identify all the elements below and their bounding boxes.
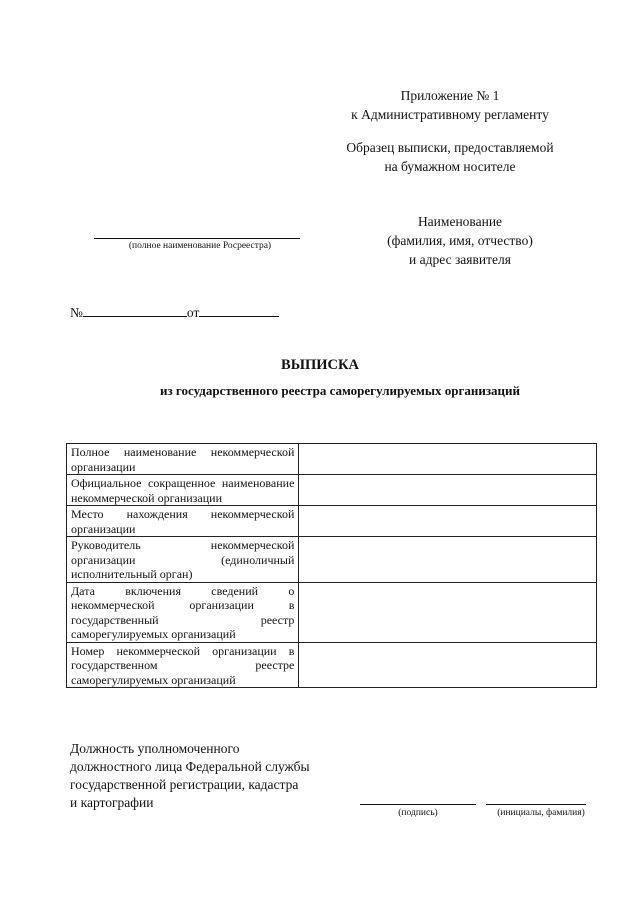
applicant-block	[360, 212, 560, 269]
table-row	[67, 582, 597, 642]
row-value	[299, 475, 597, 506]
official-position	[70, 740, 360, 812]
number-date-line	[70, 304, 279, 321]
row-value	[299, 642, 597, 688]
document-subtitle: из государственного реестра саморегулируемых организаций	[159, 383, 521, 398]
number-prefix: №	[70, 305, 83, 320]
row-value	[299, 444, 597, 475]
document-title: ВЫПИСКА	[281, 357, 359, 373]
row-label: Полное наименование некоммерческой организации	[67, 444, 299, 475]
applicant-line1: Наименование	[417, 214, 503, 229]
sample-note-line1: Образец выписки, предоставляемой	[346, 140, 554, 155]
sample-note-line2: на бумажном носителе	[384, 159, 516, 174]
table-row	[67, 506, 597, 537]
row-value	[299, 506, 597, 537]
official-line2: должностного лица Федеральной службы	[70, 759, 310, 774]
table-row	[67, 444, 597, 475]
name-caption: (инициалы, фамилия)	[497, 808, 585, 818]
row-label: Дата включения сведений о некоммерческой организации в государственный реестр саморегулируемых организаций	[67, 582, 299, 642]
table-row	[67, 642, 597, 688]
official-line4: и картографии	[70, 795, 154, 810]
row-value	[299, 582, 597, 642]
official-line3: государственной регистрации, кадастра	[70, 777, 299, 792]
number-blank	[83, 304, 187, 317]
row-label: Место нахождения некоммерческой организации	[67, 506, 299, 537]
appendix-reference: к Административному регламенту	[351, 107, 549, 122]
table-row	[67, 475, 597, 506]
rosreestr-caption: (полное наименование Росреестра)	[128, 241, 272, 251]
extract-table	[66, 443, 597, 688]
sample-note	[320, 138, 580, 176]
signature-line	[360, 804, 476, 805]
name-line	[486, 804, 586, 805]
official-line1: Должность уполномоченного	[70, 741, 240, 756]
date-prefix: от	[186, 305, 200, 320]
rosreestr-name-line	[94, 238, 300, 239]
row-value	[299, 537, 597, 583]
extract-table-body	[67, 444, 597, 688]
appendix-number: Приложение № 1	[400, 88, 500, 103]
table-row	[67, 537, 597, 583]
applicant-line3: и адрес заявителя	[409, 252, 511, 267]
date-blank	[199, 304, 279, 317]
applicant-line2: (фамилия, имя, отчество)	[387, 233, 533, 248]
row-label: Руководитель некоммерческой организации (единоличный исполнительный орган)	[67, 537, 299, 583]
row-label: Номер некоммерческой организации в государственном реестре саморегулируемых организаций	[67, 642, 299, 688]
row-label: Официальное сокращенное наименование некоммерческой организации	[67, 475, 299, 506]
signature-caption: (подпись)	[398, 808, 438, 818]
appendix-header	[320, 86, 580, 124]
